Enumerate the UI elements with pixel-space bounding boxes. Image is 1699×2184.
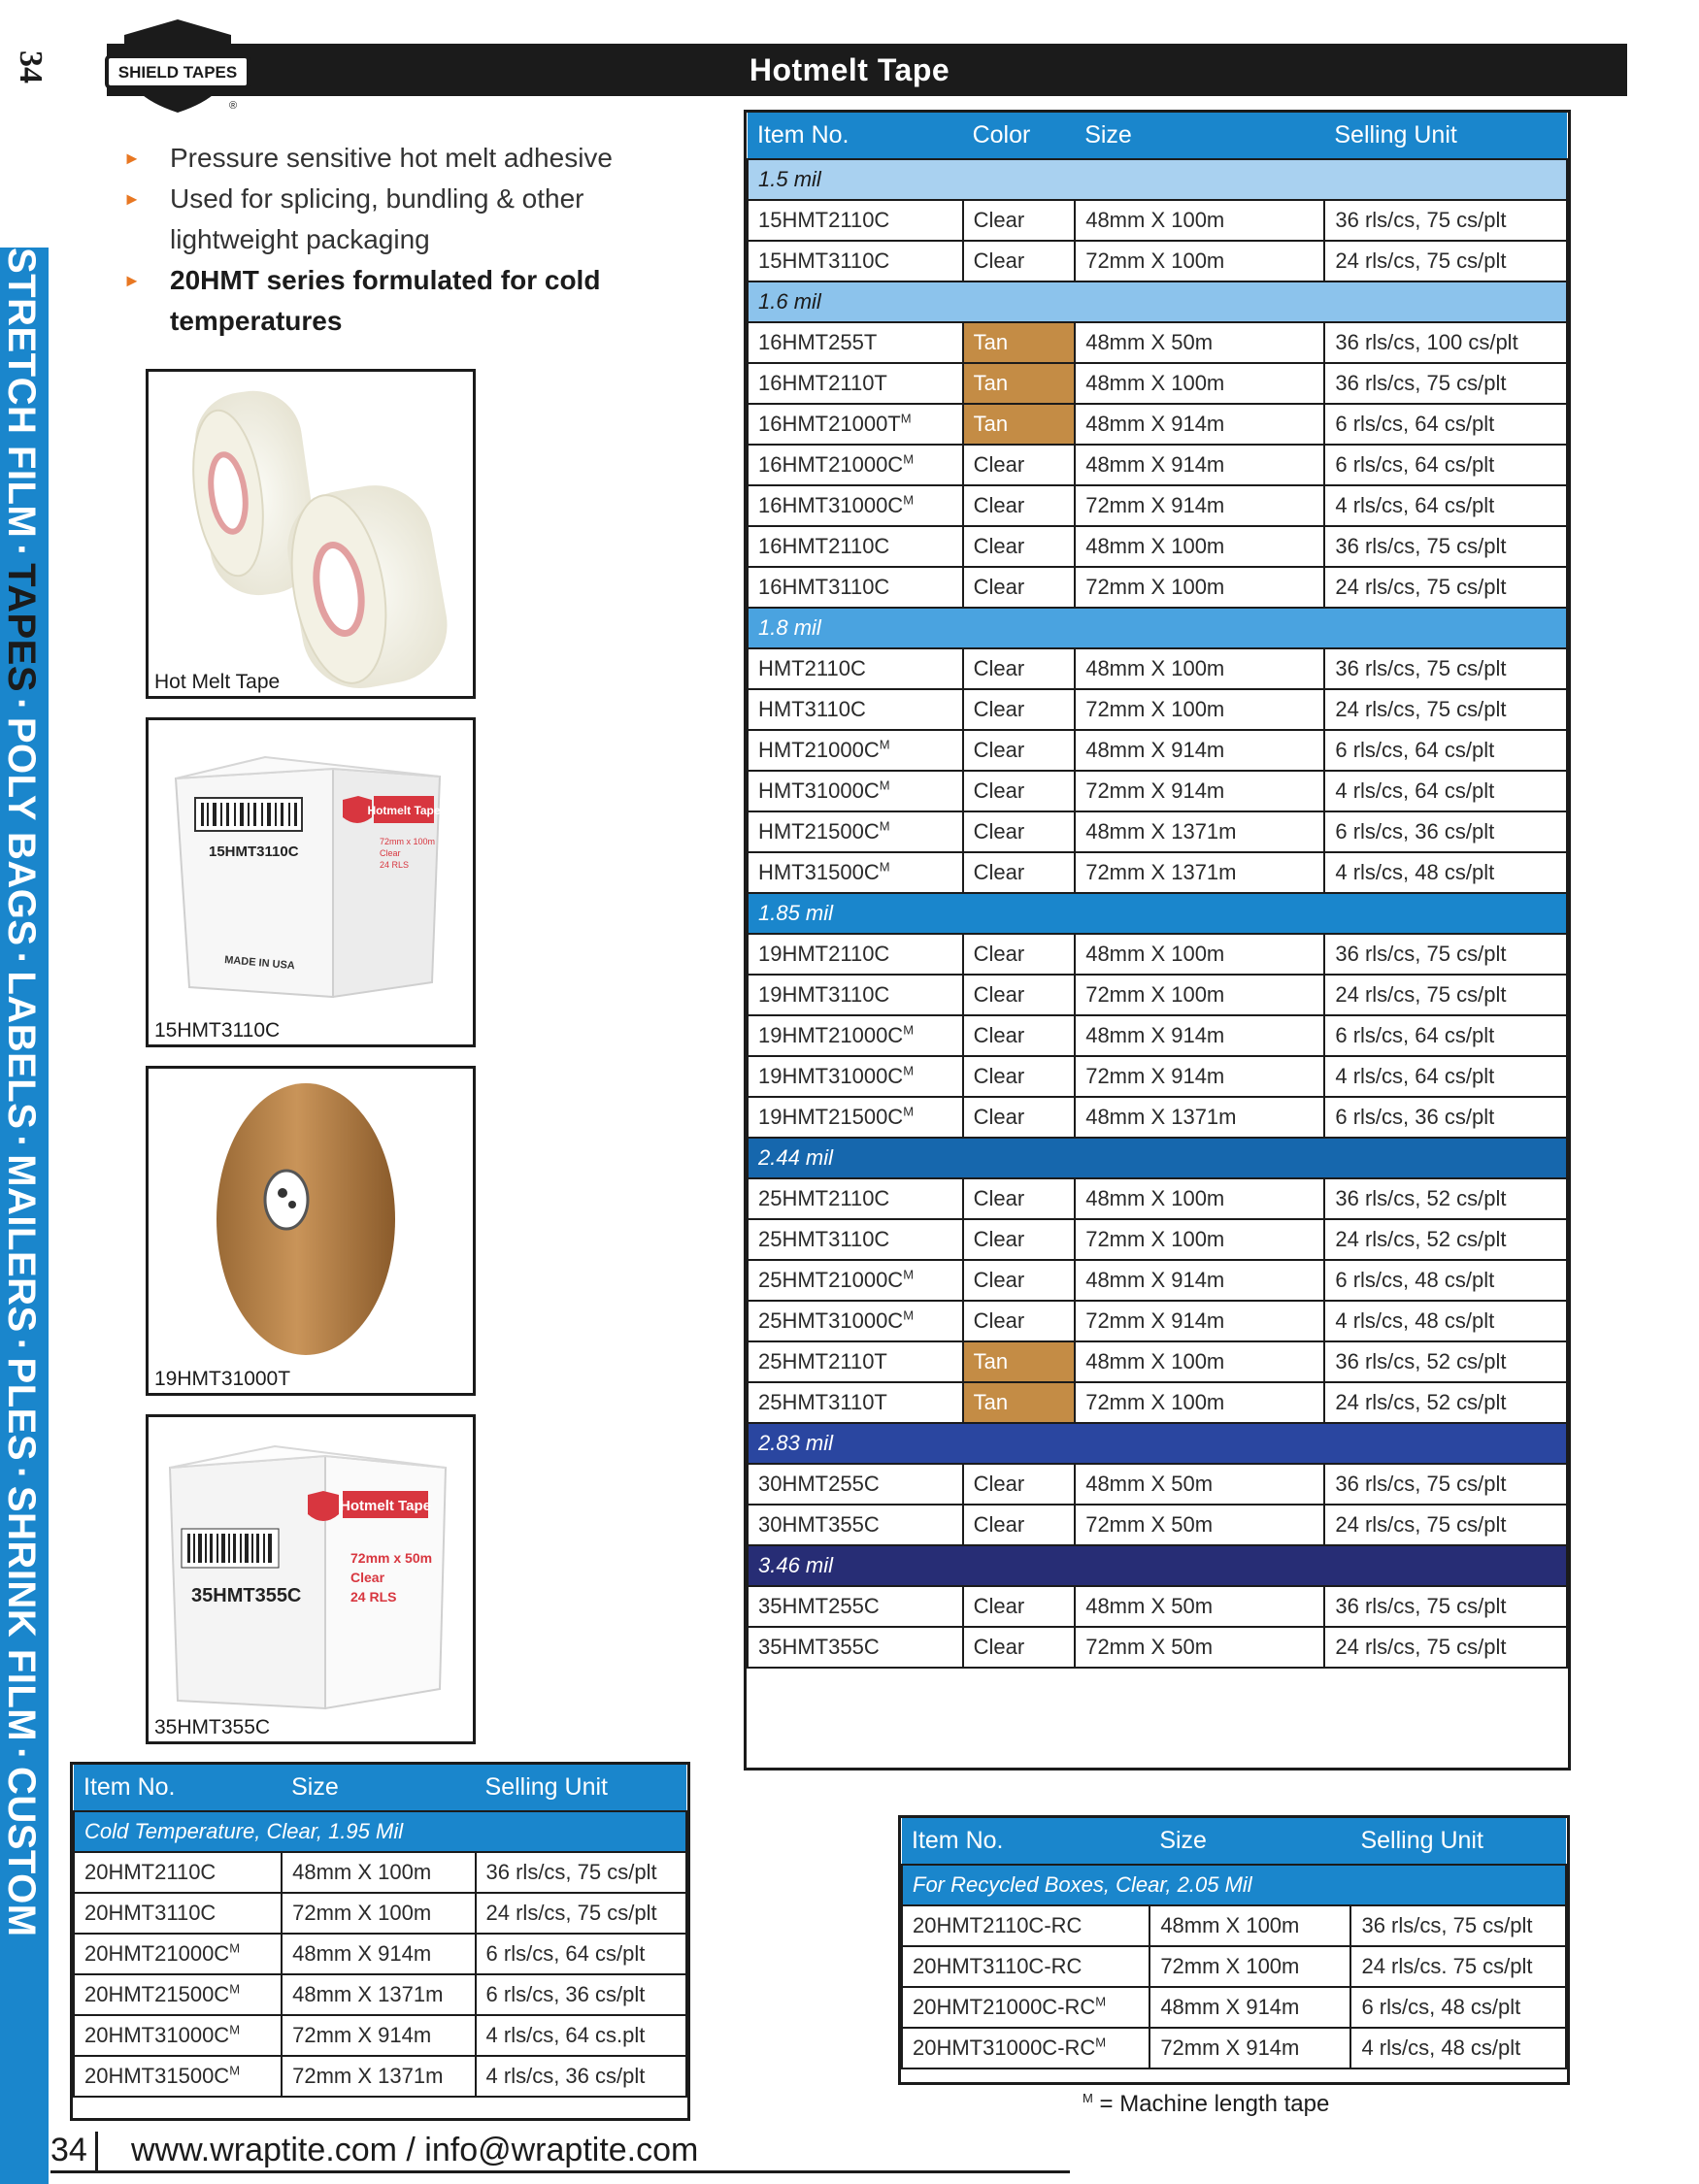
cell-selling-unit: 4 rls/cs, 48 cs/plt bbox=[1324, 852, 1567, 893]
cell-color: Clear bbox=[963, 1015, 1076, 1056]
side-category-item: CUSTOM bbox=[0, 1766, 43, 1937]
cell-item-no: $HMT31500C^M$ bbox=[748, 852, 963, 893]
svg-text:35HMT355C: 35HMT355C bbox=[191, 1585, 302, 1606]
cell-item-no: 30HMT355C bbox=[748, 1505, 963, 1545]
cell-size: 48mm X 100m bbox=[1075, 1341, 1324, 1382]
cell-item-no: 25HMT2110C bbox=[748, 1178, 963, 1219]
section-label: 1.5 mil bbox=[748, 159, 1567, 200]
cell-size: 72mm X 1371m bbox=[282, 2056, 475, 2097]
cell-selling-unit: 24 rls/cs, 75 cs/plt bbox=[476, 1893, 686, 1934]
table-row bbox=[74, 1934, 686, 1974]
table-row bbox=[74, 2056, 686, 2097]
recycled-table-frame bbox=[898, 1815, 1570, 2085]
cell-size: 72mm X 914m bbox=[1075, 485, 1324, 526]
cell-size: 48mm X 50m bbox=[1075, 1586, 1324, 1627]
cell-color: Tan bbox=[963, 1382, 1076, 1423]
cell-size: 48mm X 100m bbox=[1075, 363, 1324, 404]
cell-item-no: $19HMT21500C^M$ bbox=[748, 1097, 963, 1138]
cell-color: Clear bbox=[963, 648, 1076, 689]
svg-text:15HMT3110C: 15HMT3110C bbox=[209, 844, 299, 860]
page-title: Hotmelt Tape bbox=[749, 52, 950, 87]
column-header: Size bbox=[1149, 1818, 1350, 1865]
cell-size: 72mm X 914m bbox=[1075, 771, 1324, 811]
cell-selling-unit: 36 rls/cs, 100 cs/plt bbox=[1324, 322, 1567, 363]
cell-item-no: 25HMT3110C bbox=[748, 1219, 963, 1260]
cell-item-no: 35HMT355C bbox=[748, 1627, 963, 1668]
section-row bbox=[748, 893, 1567, 934]
cell-color: Clear bbox=[963, 1505, 1076, 1545]
cell-size: 72mm X 100m bbox=[1075, 975, 1324, 1015]
side-category-item: TAPES bbox=[0, 563, 43, 693]
cell-size: 72mm X 100m bbox=[1075, 689, 1324, 730]
side-category-item: SHRINK FILM bbox=[0, 1485, 43, 1742]
cell-size: 72mm X 100m bbox=[1075, 567, 1324, 608]
bullet-item: ► Pressure sensitive hot melt adhesive bbox=[123, 143, 613, 173]
photo-15hmt3110c-box bbox=[146, 717, 476, 1047]
table-header-row bbox=[74, 1765, 686, 1811]
cell-item-no: $25HMT31000C^M$ bbox=[748, 1301, 963, 1341]
cell-size: 48mm X 914m bbox=[1149, 1987, 1350, 2028]
photo-19hmt31000t bbox=[146, 1066, 476, 1396]
cell-color: Clear bbox=[963, 1586, 1076, 1627]
table-row bbox=[748, 485, 1567, 526]
cell-selling-unit: 36 rls/cs, 75 cs/plt bbox=[1324, 648, 1567, 689]
cell-item-no: 15HMT3110C bbox=[748, 241, 963, 281]
cell-size: 48mm X 914m bbox=[1075, 730, 1324, 771]
table-row bbox=[74, 2015, 686, 2056]
section-label: 1.8 mil bbox=[748, 608, 1567, 648]
cell-item-no: 20HMT2110C bbox=[74, 1852, 282, 1893]
table-row bbox=[748, 322, 1567, 363]
table-row bbox=[748, 1097, 1567, 1138]
table-row bbox=[748, 1178, 1567, 1219]
cell-selling-unit: 6 rls/cs, 64 cs/plt bbox=[1324, 404, 1567, 445]
page-number-top: 34 bbox=[13, 50, 49, 83]
cold-temperature-table bbox=[73, 1765, 687, 2098]
cell-color: Clear bbox=[963, 852, 1076, 893]
cell-size: 72mm X 100m bbox=[1075, 241, 1324, 281]
svg-text:MADE IN USA: MADE IN USA bbox=[223, 954, 296, 973]
footer-rule bbox=[50, 2170, 1070, 2173]
svg-text:Clear: Clear bbox=[350, 1570, 385, 1585]
section-label: Cold Temperature, Clear, 1.95 Mil bbox=[74, 1811, 686, 1852]
cell-item-no: $16HMT31000C^M$ bbox=[748, 485, 963, 526]
cell-size: 48mm X 100m bbox=[1075, 648, 1324, 689]
cell-selling-unit: 36 rls/cs, 75 cs/plt bbox=[1324, 200, 1567, 241]
cell-selling-unit: 4 rls/cs, 48 cs/plt bbox=[1350, 2028, 1566, 2068]
cell-selling-unit: 6 rls/cs, 36 cs/plt bbox=[1324, 811, 1567, 852]
cell-size: 48mm X 100m bbox=[1075, 526, 1324, 567]
machine-length-note: $^M$ = Machine length tape bbox=[1083, 2091, 1330, 2117]
table-row bbox=[748, 241, 1567, 281]
cell-color: Clear bbox=[963, 445, 1076, 485]
cell-selling-unit: 24 rls/cs, 75 cs/plt bbox=[1324, 689, 1567, 730]
svg-text:Hotmelt Tape: Hotmelt Tape bbox=[367, 804, 441, 817]
cell-selling-unit: 36 rls/cs, 75 cs/plt bbox=[1324, 363, 1567, 404]
table-row bbox=[748, 363, 1567, 404]
cell-item-no: HMT2110C bbox=[748, 648, 963, 689]
cell-item-no: 20HMT3110C bbox=[74, 1893, 282, 1934]
cell-selling-unit: 4 rls/cs, 64 cs/plt bbox=[1324, 485, 1567, 526]
table-row bbox=[748, 404, 1567, 445]
cell-size: 48mm X 1371m bbox=[1075, 811, 1324, 852]
cell-item-no: $20HMT31000C^M$ bbox=[74, 2015, 282, 2056]
footer-website-link[interactable]: www.wraptite.com / info@wraptite.com bbox=[131, 2132, 699, 2168]
bullet-item: ► Used for splicing, bundling & other lightweight packaging bbox=[123, 183, 584, 254]
table-row bbox=[902, 1987, 1566, 2028]
cell-selling-unit: 24 rls/cs, 75 cs/plt bbox=[1324, 1505, 1567, 1545]
cell-size: 48mm X 914m bbox=[282, 1934, 475, 1974]
table-row bbox=[74, 1974, 686, 2015]
cell-size: 72mm X 100m bbox=[1075, 1219, 1324, 1260]
cell-selling-unit: 6 rls/cs, 36 cs/plt bbox=[476, 1974, 686, 2015]
cell-color: Tan bbox=[963, 363, 1076, 404]
cell-item-no: $16HMT21000T^M$ bbox=[748, 404, 963, 445]
cell-item-no: $HMT31000C^M$ bbox=[748, 771, 963, 811]
cell-color: Clear bbox=[963, 200, 1076, 241]
table-row bbox=[748, 567, 1567, 608]
column-header: Color bbox=[963, 113, 1076, 159]
cell-color: Clear bbox=[963, 1301, 1076, 1341]
table-row bbox=[748, 526, 1567, 567]
footer-page-number: 34 bbox=[50, 2132, 87, 2168]
cell-selling-unit: 36 rls/cs, 75 cs/plt bbox=[1324, 934, 1567, 975]
section-row bbox=[748, 159, 1567, 200]
table-row bbox=[748, 771, 1567, 811]
cell-size: 48mm X 1371m bbox=[1075, 1097, 1324, 1138]
cell-color: Clear bbox=[963, 567, 1076, 608]
cell-size: 48mm X 914m bbox=[1075, 1015, 1324, 1056]
cell-selling-unit: 36 rls/cs, 52 cs/plt bbox=[1324, 1178, 1567, 1219]
cell-color: Tan bbox=[963, 1341, 1076, 1382]
cell-size: 48mm X 1371m bbox=[282, 1974, 475, 2015]
table-row bbox=[748, 1382, 1567, 1423]
svg-text:72mm x 100m: 72mm x 100m bbox=[380, 837, 436, 846]
table-row bbox=[748, 1015, 1567, 1056]
cell-item-no: 30HMT255C bbox=[748, 1464, 963, 1505]
cell-size: 48mm X 50m bbox=[1075, 322, 1324, 363]
cell-color: Clear bbox=[963, 771, 1076, 811]
cell-item-no: $25HMT21000C^M$ bbox=[748, 1260, 963, 1301]
cell-size: 48mm X 100m bbox=[1075, 1178, 1324, 1219]
shield-tapes-logo bbox=[105, 17, 250, 115]
cell-selling-unit: 24 rls/cs, 52 cs/plt bbox=[1324, 1219, 1567, 1260]
section-label: 1.6 mil bbox=[748, 281, 1567, 322]
cell-item-no: $20HMT21000C-RC^M$ bbox=[902, 1987, 1149, 2028]
cell-color: Tan bbox=[963, 322, 1076, 363]
cell-size: 72mm X 50m bbox=[1075, 1505, 1324, 1545]
section-label: For Recycled Boxes, Clear, 2.05 Mil bbox=[902, 1865, 1566, 1905]
section-row bbox=[902, 1865, 1566, 1905]
table-header-row bbox=[902, 1818, 1566, 1865]
table-row bbox=[748, 975, 1567, 1015]
cell-color: Clear bbox=[963, 811, 1076, 852]
cell-item-no: HMT3110C bbox=[748, 689, 963, 730]
cell-selling-unit: 24 rls/cs, 75 cs/plt bbox=[1324, 1627, 1567, 1668]
cell-selling-unit: 36 rls/cs, 52 cs/plt bbox=[1324, 1341, 1567, 1382]
svg-text:72mm x 50m: 72mm x 50m bbox=[350, 1550, 433, 1566]
hotmelt-tape-table bbox=[747, 113, 1568, 1669]
cell-color: Clear bbox=[963, 689, 1076, 730]
cell-item-no: $20HMT21500C^M$ bbox=[74, 1974, 282, 2015]
table-row bbox=[748, 1627, 1567, 1668]
section-row bbox=[748, 281, 1567, 322]
cell-item-no: 35HMT255C bbox=[748, 1586, 963, 1627]
cell-selling-unit: 4 rls/cs, 36 cs/plt bbox=[476, 2056, 686, 2097]
cell-selling-unit: 6 rls/cs, 36 cs/plt bbox=[1324, 1097, 1567, 1138]
cell-item-no: 20HMT2110C-RC bbox=[902, 1905, 1149, 1946]
table-row bbox=[748, 1586, 1567, 1627]
cell-selling-unit: 36 rls/cs, 75 cs/plt bbox=[476, 1852, 686, 1893]
cell-color: Clear bbox=[963, 1260, 1076, 1301]
cell-selling-unit: 24 rls/cs. 75 cs/plt bbox=[1350, 1946, 1566, 1987]
cold-table-frame bbox=[70, 1762, 690, 2121]
column-header: Selling Unit bbox=[1324, 113, 1567, 159]
cell-selling-unit: 24 rls/cs, 75 cs/plt bbox=[1324, 975, 1567, 1015]
cell-size: 72mm X 100m bbox=[1149, 1946, 1350, 1987]
table-row bbox=[748, 730, 1567, 771]
column-header: Size bbox=[1075, 113, 1324, 159]
cell-item-no: $19HMT31000C^M$ bbox=[748, 1056, 963, 1097]
cell-item-no: 15HMT2110C bbox=[748, 200, 963, 241]
side-category-item: POLY BAGS bbox=[0, 716, 43, 946]
cell-size: 48mm X 100m bbox=[1075, 200, 1324, 241]
section-row bbox=[748, 608, 1567, 648]
table-row bbox=[902, 1946, 1566, 1987]
cell-item-no: 16HMT3110C bbox=[748, 567, 963, 608]
cell-size: 72mm X 914m bbox=[1075, 1301, 1324, 1341]
table-row bbox=[748, 689, 1567, 730]
table-row bbox=[74, 1852, 686, 1893]
section-label: 1.85 mil bbox=[748, 893, 1567, 934]
cell-item-no: $20HMT21000C^M$ bbox=[74, 1934, 282, 1974]
bullet-item: ► 20HMT series formulated for cold temperatures bbox=[123, 265, 601, 336]
table-row bbox=[748, 648, 1567, 689]
cell-item-no: $HMT21000C^M$ bbox=[748, 730, 963, 771]
cell-selling-unit: 36 rls/cs, 75 cs/plt bbox=[1350, 1905, 1566, 1946]
cell-item-no: $16HMT21000C^M$ bbox=[748, 445, 963, 485]
section-row bbox=[748, 1545, 1567, 1586]
side-category-item: STRETCH FILM bbox=[0, 248, 43, 539]
cell-item-no: 16HMT2110C bbox=[748, 526, 963, 567]
cell-item-no: 25HMT3110T bbox=[748, 1382, 963, 1423]
recycled-boxes-table bbox=[901, 1818, 1567, 2069]
table-row bbox=[748, 1341, 1567, 1382]
photo-caption: 15HMT3110C bbox=[154, 1019, 281, 1042]
cell-item-no: 19HMT3110C bbox=[748, 975, 963, 1015]
column-header: Selling Unit bbox=[476, 1765, 686, 1811]
photo-caption: Hot Melt Tape bbox=[154, 671, 281, 693]
cell-selling-unit: 36 rls/cs, 75 cs/plt bbox=[1324, 526, 1567, 567]
cell-selling-unit: 24 rls/cs, 75 cs/plt bbox=[1324, 567, 1567, 608]
table-row bbox=[748, 1056, 1567, 1097]
table-row bbox=[748, 445, 1567, 485]
cell-item-no: 16HMT2110T bbox=[748, 363, 963, 404]
side-category-item: MAILERS bbox=[0, 1154, 43, 1333]
cell-size: 72mm X 100m bbox=[1075, 1382, 1324, 1423]
photo-35hmt355c-box bbox=[146, 1414, 476, 1744]
cell-item-no: $20HMT31500C^M$ bbox=[74, 2056, 282, 2097]
section-row bbox=[748, 1423, 1567, 1464]
cell-color: Clear bbox=[963, 1627, 1076, 1668]
cell-item-no: $HMT21500C^M$ bbox=[748, 811, 963, 852]
table-row bbox=[748, 1301, 1567, 1341]
logo-text: SHIELD TAPES bbox=[117, 63, 238, 82]
section-row bbox=[74, 1811, 686, 1852]
cell-selling-unit: 6 rls/cs, 48 cs/plt bbox=[1350, 1987, 1566, 2028]
cell-item-no: 20HMT3110C-RC bbox=[902, 1946, 1149, 1987]
svg-text:Hotmelt Tape: Hotmelt Tape bbox=[340, 1498, 431, 1514]
photo-caption: 35HMT355C bbox=[154, 1716, 271, 1738]
cell-color: Clear bbox=[963, 526, 1076, 567]
cell-item-no: $19HMT21000C^M$ bbox=[748, 1015, 963, 1056]
table-header-row bbox=[748, 113, 1567, 159]
section-row bbox=[748, 1138, 1567, 1178]
svg-text:®: ® bbox=[229, 100, 238, 112]
side-category-text: STRETCH FILM·TAPES·POLY BAGS·LABELS·MAILERS·PLES·SHRINK FILM·CUSTOM bbox=[0, 248, 43, 1937]
cell-selling-unit: 36 rls/cs, 75 cs/plt bbox=[1324, 1586, 1567, 1627]
table-row bbox=[748, 1219, 1567, 1260]
table-row bbox=[748, 1464, 1567, 1505]
table-row bbox=[902, 1905, 1566, 1946]
side-category-item: PLES bbox=[0, 1357, 43, 1462]
cell-size: 48mm X 914m bbox=[1075, 404, 1324, 445]
cell-color: Tan bbox=[963, 404, 1076, 445]
cell-color: Clear bbox=[963, 730, 1076, 771]
column-header: Item No. bbox=[902, 1818, 1149, 1865]
cell-size: 72mm X 100m bbox=[282, 1893, 475, 1934]
cell-color: Clear bbox=[963, 1056, 1076, 1097]
cell-item-no: 19HMT2110C bbox=[748, 934, 963, 975]
svg-text:24 RLS: 24 RLS bbox=[380, 860, 410, 870]
cell-selling-unit: 4 rls/cs, 64 cs/plt bbox=[1324, 1056, 1567, 1097]
cell-selling-unit: 6 rls/cs, 64 cs/plt bbox=[1324, 730, 1567, 771]
table-row bbox=[74, 1893, 686, 1934]
cell-selling-unit: 24 rls/cs, 75 cs/plt bbox=[1324, 241, 1567, 281]
cell-color: Clear bbox=[963, 485, 1076, 526]
cell-size: 48mm X 100m bbox=[1075, 934, 1324, 975]
cell-color: Clear bbox=[963, 934, 1076, 975]
cell-color: Clear bbox=[963, 1178, 1076, 1219]
column-header: Item No. bbox=[74, 1765, 282, 1811]
cell-item-no: $20HMT31000C-RC^M$ bbox=[902, 2028, 1149, 2068]
cell-size: 72mm X 1371m bbox=[1075, 852, 1324, 893]
cell-selling-unit: 6 rls/cs, 64 cs/plt bbox=[1324, 1015, 1567, 1056]
table-row bbox=[748, 1260, 1567, 1301]
cell-selling-unit: 4 rls/cs, 48 cs/plt bbox=[1324, 1301, 1567, 1341]
cell-size: 48mm X 100m bbox=[1149, 1905, 1350, 1946]
column-header: Size bbox=[282, 1765, 475, 1811]
section-label: 2.83 mil bbox=[748, 1423, 1567, 1464]
table-row bbox=[748, 852, 1567, 893]
footer-divider bbox=[95, 2132, 98, 2172]
cell-color: Clear bbox=[963, 1097, 1076, 1138]
column-header: Selling Unit bbox=[1350, 1818, 1566, 1865]
cell-size: 48mm X 100m bbox=[282, 1852, 475, 1893]
cell-color: Clear bbox=[963, 241, 1076, 281]
cell-size: 48mm X 50m bbox=[1075, 1464, 1324, 1505]
cell-selling-unit: 6 rls/cs, 64 cs/plt bbox=[476, 1934, 686, 1974]
cell-size: 48mm X 914m bbox=[1075, 445, 1324, 485]
cell-color: Clear bbox=[963, 1219, 1076, 1260]
section-label: 3.46 mil bbox=[748, 1545, 1567, 1586]
cell-size: 72mm X 50m bbox=[1075, 1627, 1324, 1668]
side-category-item: LABELS bbox=[0, 971, 43, 1130]
table-row bbox=[748, 1505, 1567, 1545]
cell-selling-unit: 36 rls/cs, 75 cs/plt bbox=[1324, 1464, 1567, 1505]
cell-item-no: 25HMT2110T bbox=[748, 1341, 963, 1382]
table-row bbox=[748, 200, 1567, 241]
cell-selling-unit: 4 rls/cs, 64 cs/plt bbox=[1324, 771, 1567, 811]
table-row bbox=[748, 811, 1567, 852]
main-table-frame bbox=[744, 110, 1571, 1770]
cell-selling-unit: 6 rls/cs, 48 cs/plt bbox=[1324, 1260, 1567, 1301]
cell-selling-unit: 24 rls/cs, 52 cs/plt bbox=[1324, 1382, 1567, 1423]
cell-size: 72mm X 914m bbox=[282, 2015, 475, 2056]
photo-hot-melt-tape bbox=[146, 369, 476, 699]
photo-caption: 19HMT31000T bbox=[154, 1368, 291, 1390]
column-header: Item No. bbox=[748, 113, 963, 159]
feature-bullets bbox=[121, 138, 704, 342]
cell-selling-unit: 6 rls/cs, 64 cs/plt bbox=[1324, 445, 1567, 485]
cell-selling-unit: 4 rls/cs, 64 cs.plt bbox=[476, 2015, 686, 2056]
cell-size: 48mm X 914m bbox=[1075, 1260, 1324, 1301]
table-row bbox=[902, 2028, 1566, 2068]
table-row bbox=[748, 934, 1567, 975]
cell-color: Clear bbox=[963, 975, 1076, 1015]
section-label: 2.44 mil bbox=[748, 1138, 1567, 1178]
cell-item-no: 16HMT255T bbox=[748, 322, 963, 363]
cell-size: 72mm X 914m bbox=[1075, 1056, 1324, 1097]
svg-text:Clear: Clear bbox=[380, 848, 401, 858]
cell-color: Clear bbox=[963, 1464, 1076, 1505]
cell-size: 72mm X 914m bbox=[1149, 2028, 1350, 2068]
svg-text:24 RLS: 24 RLS bbox=[350, 1589, 397, 1605]
